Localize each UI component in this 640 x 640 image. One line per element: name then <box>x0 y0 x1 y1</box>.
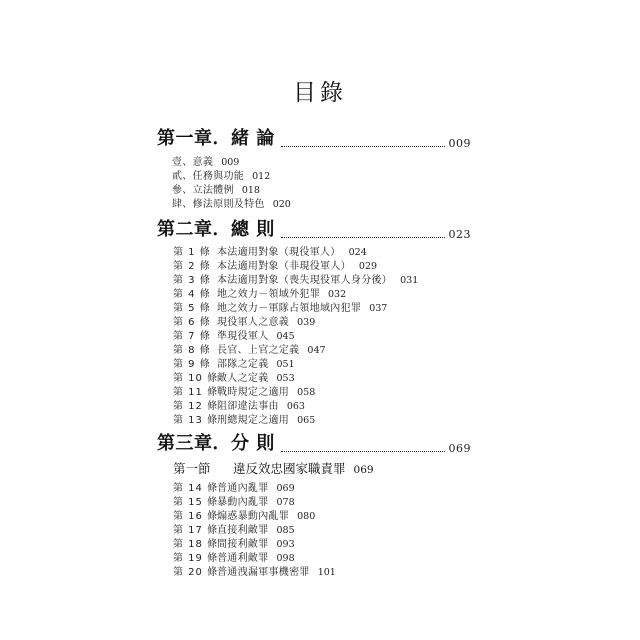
entry-page-number: 020 <box>272 199 291 210</box>
article-number: 第 5 條 <box>173 303 211 314</box>
toc-entry[interactable] <box>173 327 295 342</box>
entry-title: 普通洩漏軍事機密罪 <box>217 567 310 578</box>
dot-leader <box>281 236 445 238</box>
entry-page-number: 032 <box>328 289 347 300</box>
entry-page-number: 085 <box>276 525 295 536</box>
article-number: 第 15 條 <box>173 497 219 508</box>
article-number: 第 10 條 <box>173 373 219 384</box>
article-number: 第 9 條 <box>173 359 211 370</box>
article-number: 第 2 條 <box>173 261 211 272</box>
entry-page-number: 009 <box>221 157 240 168</box>
article-number: 第 17 條 <box>173 525 219 536</box>
article-number: 第 8 條 <box>173 345 211 356</box>
chapter-heading[interactable] <box>157 219 471 241</box>
entry-page-number: 039 <box>297 317 316 328</box>
entry-page-number: 051 <box>276 359 295 370</box>
article-number: 第 6 條 <box>173 317 211 328</box>
entry-title: 本法適用對象（現役軍人） <box>217 247 341 258</box>
entry-page-number: 029 <box>358 261 378 272</box>
entry-page-number: 069 <box>276 483 295 494</box>
entry-title: 肆、修法原則及特色 <box>172 199 265 210</box>
toc-entry[interactable] <box>173 285 346 300</box>
toc-entry[interactable] <box>173 355 295 370</box>
entry-page-number: 031 <box>400 275 419 286</box>
entry-page-number: 053 <box>276 373 295 384</box>
toc-entry[interactable] <box>173 493 295 508</box>
toc-entry[interactable] <box>173 563 336 578</box>
toc-entry[interactable] <box>173 383 315 398</box>
chapter-heading[interactable] <box>157 128 471 150</box>
entry-title: 普通利敵罪 <box>217 553 269 564</box>
entry-title: 地之效力－軍隊占領地域內犯罪 <box>217 303 362 314</box>
entry-title: 本法適用對象（非現役軍人） <box>217 261 351 272</box>
toc-entry[interactable] <box>173 243 367 258</box>
chapter-page-number: 023 <box>448 228 471 241</box>
toc-entry[interactable] <box>173 535 295 550</box>
article-number: 第 16 條 <box>173 511 219 522</box>
entry-title: 長官、上官之定義 <box>217 345 300 356</box>
entry-title: 阻卻違法事由 <box>217 401 279 412</box>
entry-title: 直接利敵罪 <box>217 525 269 536</box>
toc-entry[interactable] <box>173 411 315 426</box>
article-number: 第 18 條 <box>173 539 219 550</box>
chapter-title: 第一章．緒 論 <box>157 128 275 149</box>
chapter-title: 第三章．分 則 <box>157 433 275 454</box>
entry-page-number: 065 <box>297 415 316 426</box>
entry-title: 貳、任務與功能 <box>172 171 245 182</box>
entry-title: 現役軍人之意義 <box>217 317 290 328</box>
article-number: 第 7 條 <box>173 331 211 342</box>
toc-entry[interactable] <box>173 549 295 564</box>
chapter-title: 第二章．總 則 <box>157 219 275 240</box>
chapter-heading[interactable] <box>157 433 471 455</box>
entry-title: 暴動內亂罪 <box>217 497 269 508</box>
entry-page-number: 063 <box>286 401 305 412</box>
toc-entry[interactable] <box>173 271 418 286</box>
page-title: 目錄 <box>293 80 347 106</box>
section-heading[interactable] <box>173 459 374 477</box>
entry-page-number: 098 <box>276 553 295 564</box>
toc-entry[interactable] <box>172 167 270 182</box>
entry-page-number: 024 <box>348 247 367 258</box>
toc-entry[interactable] <box>172 195 291 210</box>
entry-title: 敵人之定義 <box>217 373 269 384</box>
chapter-page-number: 009 <box>448 137 471 150</box>
entry-title: 刑總規定之適用 <box>217 415 290 426</box>
entry-title: 間接利敵罪 <box>217 539 269 550</box>
toc-entry[interactable] <box>173 397 305 412</box>
article-number: 第 13 條 <box>173 415 219 426</box>
article-number: 第 1 條 <box>173 247 211 258</box>
entry-page-number: 047 <box>307 345 326 356</box>
entry-page-number: 012 <box>252 171 271 182</box>
dot-leader <box>281 450 445 452</box>
toc-entry[interactable] <box>173 507 315 522</box>
entry-title: 地之效力－領域外犯罪 <box>217 289 320 300</box>
toc-entry[interactable] <box>173 257 377 272</box>
entry-title: 參、立法體例 <box>172 185 234 196</box>
entry-page-number: 080 <box>297 511 316 522</box>
toc-entry[interactable] <box>173 521 295 536</box>
entry-page-number: 058 <box>297 387 316 398</box>
toc-entry[interactable] <box>173 299 387 314</box>
entry-page-number: 101 <box>317 567 336 578</box>
article-number: 第 12 條 <box>173 401 219 412</box>
toc-entry[interactable] <box>173 479 295 494</box>
section-title: 違反效忠國家職責罪 <box>233 461 346 476</box>
entry-title: 本法適用對象（喪失現役軍人身分後） <box>217 275 393 286</box>
toc-entry[interactable] <box>172 181 260 196</box>
toc-entry[interactable] <box>173 341 326 356</box>
entry-title: 煽惑暴動內亂罪 <box>217 511 290 522</box>
toc-entry[interactable] <box>173 369 295 384</box>
entry-title: 準現役軍人 <box>217 331 269 342</box>
entry-title: 戰時規定之適用 <box>217 387 290 398</box>
entry-page-number: 018 <box>241 185 260 196</box>
entry-page-number: 093 <box>276 539 295 550</box>
article-number: 第 3 條 <box>173 275 211 286</box>
entry-page-number: 037 <box>369 303 388 314</box>
entry-title: 壹、意義 <box>172 157 214 168</box>
chapter-page-number: 069 <box>448 442 471 455</box>
article-number: 第 19 條 <box>173 553 219 564</box>
article-number: 第 4 條 <box>173 289 211 300</box>
article-number: 第 11 條 <box>173 387 219 398</box>
entry-page-number: 045 <box>276 331 295 342</box>
entry-title: 普通內亂罪 <box>217 483 269 494</box>
article-number: 第 20 條 <box>173 567 219 578</box>
dot-leader <box>281 145 445 147</box>
entry-page-number: 078 <box>276 497 295 508</box>
toc-entry[interactable] <box>173 313 315 328</box>
entry-title: 部隊之定義 <box>217 359 269 370</box>
toc-entry[interactable] <box>172 153 239 168</box>
section-page-number: 069 <box>353 464 374 476</box>
section-number: 第一節 <box>173 461 211 476</box>
article-number: 第 14 條 <box>173 483 219 494</box>
